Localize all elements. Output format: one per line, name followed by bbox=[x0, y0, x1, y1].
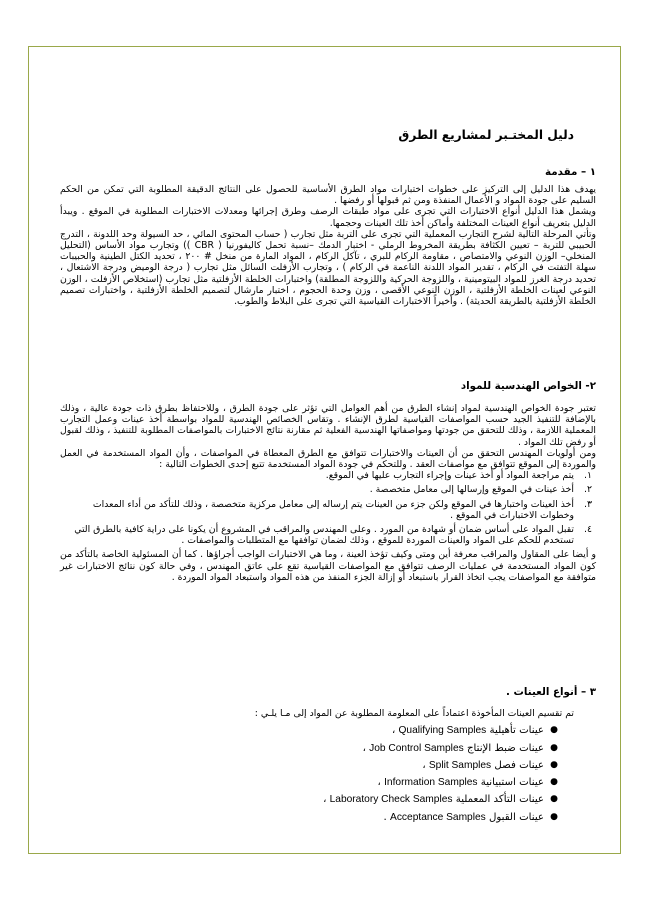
step-text: يتم مراجعة المواد أو أخذ عينات وإجراء التجارب عليها في الموقع. bbox=[325, 470, 574, 482]
sample-type-en: Information Samples bbox=[384, 777, 478, 789]
sample-type-en: Qualifying Samples bbox=[398, 725, 487, 737]
bullet-icon: ● bbox=[550, 811, 558, 822]
paragraph: وتأتي المرحلة التالية لشرح التجارب المعملية التي تجرى على التربة مثل تجارب ( حساب المحتوى المائي ، حد السيولة وحد اللدونة ، التدرج الحبيبي للتربة – تعيين الكثافة بطريقة المخروط الرملي - اختبار الدمك –نسبة تحمل كاليفورنيا ( CBR )) وتجارب مواد الأساس (التحليل المنخلي– الوزن النوعي والامتصاص ، مقاومة الركام للبري ، تآكل الركام ، المواد المارة من منخل # ٢٠٠ ، تحديد الكتل الطينية والحبيبات سهلة التفتت في الركام ، تقدير المواد اللدنة الناعمة في الركام ) ، وتجارب الأزفلت السائل مثل تجارب ( درجة الوميض ودرجة الاشتعال ، تحديد درجة الغرز للمواد البيتومينية ، واللزوجة الحركية واللزوجة المطلقة) واختبارات الخلطة الأزفلتية مثل تجارب (استخلاص الأزفلت ، الوزن النوعي لعينات الخلطة الأزفلتية ، الوزن النوعي الأقصى ، وزن وحدة الحجوم ، اختبار مارشال لتصميم الخلطة الأزفلتية ، واختبارات تصميم الخلطة الأزفلتية بالطريقة الحديثة) . وأخيراً الاختبارات القياسية التي تجرى على البلاط والطوب. bbox=[60, 228, 596, 308]
step-number: ٢. bbox=[584, 484, 592, 496]
step-number: ٤. bbox=[584, 524, 592, 536]
list-item bbox=[60, 498, 592, 521]
list-item bbox=[60, 791, 558, 808]
paragraph: تم تقسيم العينات المأخوذة اعتماداً على المعلومة المطلوبة عن المواد إلى مـا يلـي : bbox=[254, 708, 574, 719]
list-item bbox=[60, 484, 592, 496]
document-title: دليل المختـبر لمشاريع الطرق bbox=[398, 128, 574, 142]
section-heading-properties: ٢- الخواص الهندسية للمواد bbox=[460, 380, 596, 392]
sample-type-en: Job Control Samples bbox=[369, 742, 464, 754]
bullet-icon: ● bbox=[550, 759, 558, 770]
sample-type-ar: عينات استبيانية bbox=[480, 777, 544, 789]
list-item bbox=[60, 722, 558, 739]
item-end: . bbox=[383, 811, 387, 823]
step-number: ١. bbox=[584, 470, 592, 482]
properties-body bbox=[60, 403, 596, 583]
item-end: ، bbox=[391, 725, 396, 737]
sample-type-ar: عينات فصل bbox=[494, 759, 544, 771]
sample-type-ar: عينات تأهيلية bbox=[489, 725, 544, 737]
sample-type-ar: عينات التأكد المعملية bbox=[455, 794, 544, 806]
sample-types-body bbox=[60, 708, 596, 826]
step-text: أخذ عينات في الموقع وإرسالها إلى معامل متخصصة . bbox=[369, 484, 574, 496]
sample-type-en: Laboratory Check Samples bbox=[329, 794, 453, 806]
item-end: ، bbox=[422, 759, 426, 771]
list-item bbox=[60, 774, 558, 791]
list-item bbox=[60, 740, 558, 757]
sample-type-en: Acceptance Samples bbox=[390, 811, 486, 823]
bullet-icon: ● bbox=[550, 725, 558, 736]
sample-type-ar: عينات ضبط الإنتاج bbox=[466, 742, 544, 754]
paragraph: تعتبر جودة الخواص الهندسية لمواد إنشاء الطرق من أهم العوامل التي تؤثر على جودة الطرق ، وللاحتفاظ بطرق ذات جودة عالية ، وذلك بالإضافة للتنفيذ الجيد حسب المواصفات القياسية لطرق الإنشاء . وتقاس الخصائص الهندسية للمواد بواسطة أخذ عينات وعمل التجارب المعملية اللازمة ، وذلك للتحقق من جودتها ومواصفاتها الهندسية الفعلية ثم مقارنة نتائج الاختبارات بالمواصفات المطلوبة للتنفيذ ، وذلك لقبول أو رفض تلك المواد . bbox=[60, 403, 596, 448]
paragraph: يهدف هذا الدليل إلى التركيز على خطوات اختبارات مواد الطرق الأساسية للحصول على النتائج الدقيقة المطلوبة التي تمكن من الحكم السليم على جودة المواد و الأعمال المنفذة ومن ثم قبولها أو رفضها . bbox=[60, 184, 596, 207]
section-heading-sample-types: ٣ – أنواع العينات . bbox=[506, 686, 596, 698]
sample-type-en: Split Samples bbox=[428, 759, 492, 771]
item-end: ، bbox=[377, 777, 381, 789]
steps-list bbox=[60, 470, 596, 546]
section-heading-intro: ١ – مقدمة bbox=[545, 166, 596, 178]
intro-body bbox=[60, 184, 596, 307]
list-item bbox=[60, 470, 592, 482]
step-text: أخذ العينات واختبارها في الموقع ولكن جزء من العينات يتم إرساله إلى معامل مركزية متخصصة ، وذلك للتأكد من أداء المعدات وخطوات الاختبارات في الموقع . bbox=[92, 498, 574, 521]
sample-type-ar: عينات القبول bbox=[489, 811, 544, 823]
bullet-icon: ● bbox=[550, 742, 558, 753]
step-text: تقبل المواد على أساس ضمان أو شهادة من المورد . وعلى المهندس والمراقب في المشروع أن يكونا على دراية كافية بالطرق التي تستخدم للحكم على المواد والعينات الموردة للموقع ، وذلك لضمان توافقها مع المتطلبات والمواصفات . bbox=[74, 524, 574, 547]
step-number: ٣. bbox=[584, 498, 592, 510]
item-end: ، bbox=[323, 794, 327, 806]
sample-types-list bbox=[60, 722, 596, 826]
paragraph: ومن أولويات المهندس التحقق من أن العينات والاختبارات تتوافق مع الطرق المعطاة في المواصفات ، وأن المواد المستخدمة في العمل والموردة إلى الموقع تتوافق مع مواصفات العقد . وللتحكم في جودة المواد المستخدمة تتبع إحدى الخطوات التالية : bbox=[60, 447, 596, 471]
paragraph: و أيضا على المقاول والمراقب معرفة أين ومتى وكيف تؤخذ العينة ، وما هي الاختبارات الواجب أجراؤها . كما أن المسئولية الخاصة بالتأكد من كون المواد المستخدمة في عمليات الرصف تتوافق مع المواصفات القياسية تقع على عاتق المهندس ، وفي حالة كون نتائج الاختبارات غير متوافقة مع المواصفات يجب اتخاذ القرار باستبعاد أو إزالة الجزء المنفذ من هذه المواد واستبعاد المواد الموردة . bbox=[60, 549, 596, 583]
list-item bbox=[60, 809, 558, 826]
bullet-icon: ● bbox=[550, 794, 558, 805]
list-item bbox=[60, 757, 558, 774]
paragraph: ويشمل هذا الدليل أنواع الاختبارات التي تجرى على مواد طبقات الرصف وطرق إجرائها ومعدلات الاختبارات المطلوبة في الموقع . ويبدأ الدليل بتعريف أنواع العينات المختلفة وأماكن أخذ تلك العينات وحجمها. bbox=[60, 206, 596, 229]
bullet-icon: ● bbox=[550, 777, 558, 788]
item-end: ، bbox=[362, 742, 366, 754]
list-item bbox=[60, 524, 592, 547]
